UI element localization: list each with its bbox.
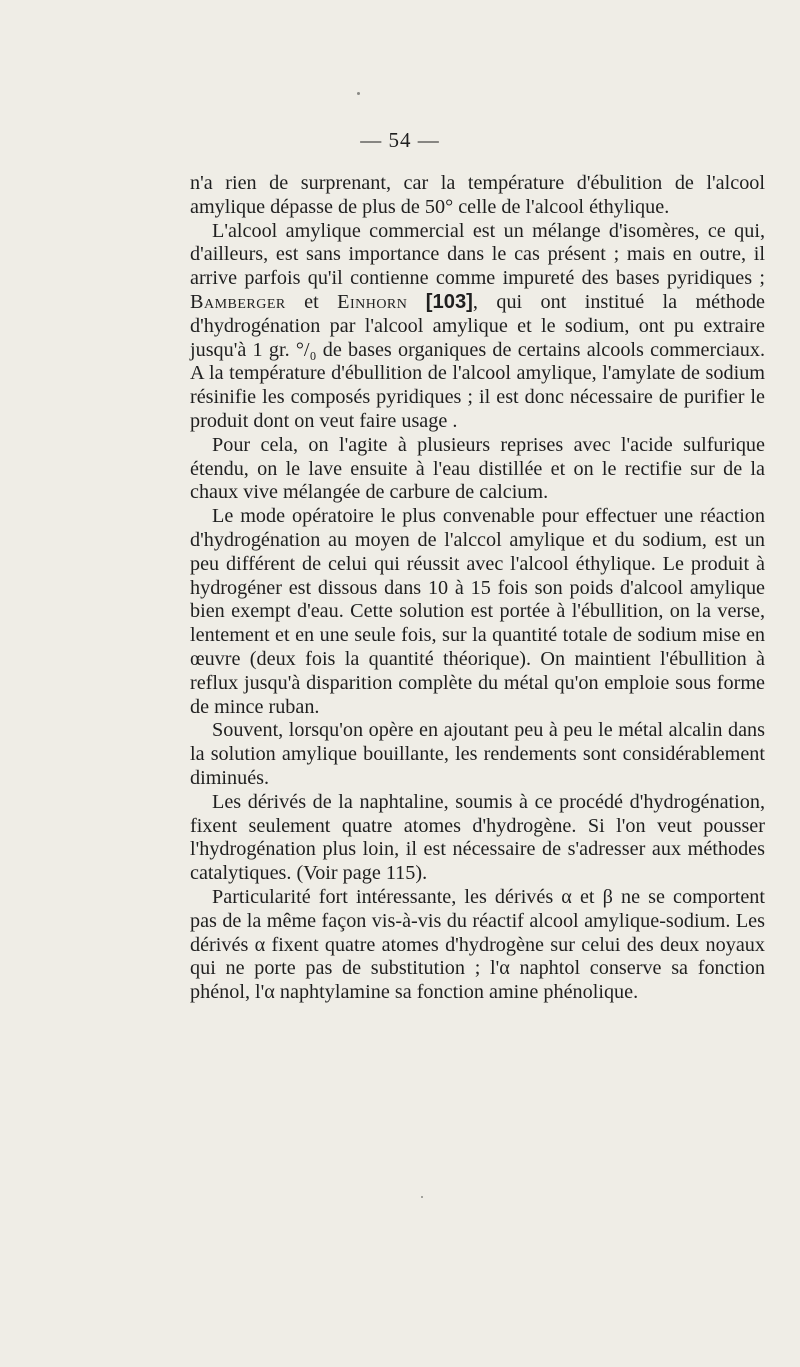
citation-reference: [103] <box>425 290 473 313</box>
paragraph: Le mode opératoire le plus convenable pour effectuer une réaction d'hydrogénation au moyen de l'alccol amylique et du sodium, est un peu différent de celui qui réussit avec l'alcool éthylique. Le produit à hydrogéner est dissous dans 10 à 15 fois son poids d'alcool amylique bien exempt d'eau. Cette solution est portée à l'ébullition, on la verse, lentement et en une seule fois, sur la quantité totale de sodium mise en œuvre (deux fois la quantité théorique). On maintient l'ébullition à reflux jusqu'à disparition complète du métal qu'on emploie sous forme de mince ruban. <box>190 505 765 718</box>
author-name: Bamberger <box>190 290 286 313</box>
paragraph <box>190 220 765 434</box>
paragraph: Pour cela, on l'agite à plusieurs reprises avec l'acide sulfurique étendu, on le lave ensuite à l'eau distillée et on le rectifie sur de la chaux vive mélangée de carbure de calcium. <box>190 433 765 504</box>
paragraph: n'a rien de surprenant, car la température d'ébulition de l'alcool amylique dépasse de plus de 50° celle de l'alcool éthylique. <box>190 172 765 218</box>
conjunction: et <box>285 290 338 313</box>
paragraph: Souvent, lorsqu'on opère en ajoutant peu à peu le métal alcalin dans la solution amylique bouillante, les rendements sont considérablement diminués. <box>190 719 765 789</box>
paper-speck <box>421 1196 423 1198</box>
author-name: Einhorn <box>337 290 408 313</box>
body-text <box>190 172 765 1005</box>
paragraph-text: L'alcool amylique commercial est un mélange d'isomères, ce qui, d'ailleurs, est sans importance dans le cas présent ; mais en outre, il arrive parfois qu'il contienne comme impureté des bases pyridiques ; <box>190 219 765 290</box>
paragraph-text: , qui ont institué la méthode d'hydrogénation par l'alcool amylique et le sodium, ont pu extraire jusqu'à 1 gr. °/₀ de bases organiques de certains alcools commerciaux. A la température d'ébullition de l'alcool amylique, l'amylate de sodium résinifie les composés pyridiques ; il est donc nécessaire de purifier le produit dont on veut faire usage . <box>190 290 765 432</box>
page-number: — 54 — <box>360 128 440 152</box>
paragraph: Particularité fort intéressante, les dérivés α et β ne se comportent pas de la même façon vis-à-vis du réactif alcool amylique-sodium. Les dérivés α fixent quatre atomes d'hydrogène sur celui des deux noyaux qui ne porte pas de substitution ; l'α naphtol conserve sa fonction phénol, l'α naphtylamine sa fonction amine phénolique. <box>190 885 765 1004</box>
paper-speck <box>357 92 360 95</box>
paragraph: Les dérivés de la naphtaline, soumis à ce procédé d'hydrogénation, fixent seulement quatre atomes d'hydrogène. Si l'on veut pousser l'hydrogénation plus loin, il est nécessaire de s'adresser aux méthodes catalytiques. (Voir page 115). <box>190 790 765 885</box>
